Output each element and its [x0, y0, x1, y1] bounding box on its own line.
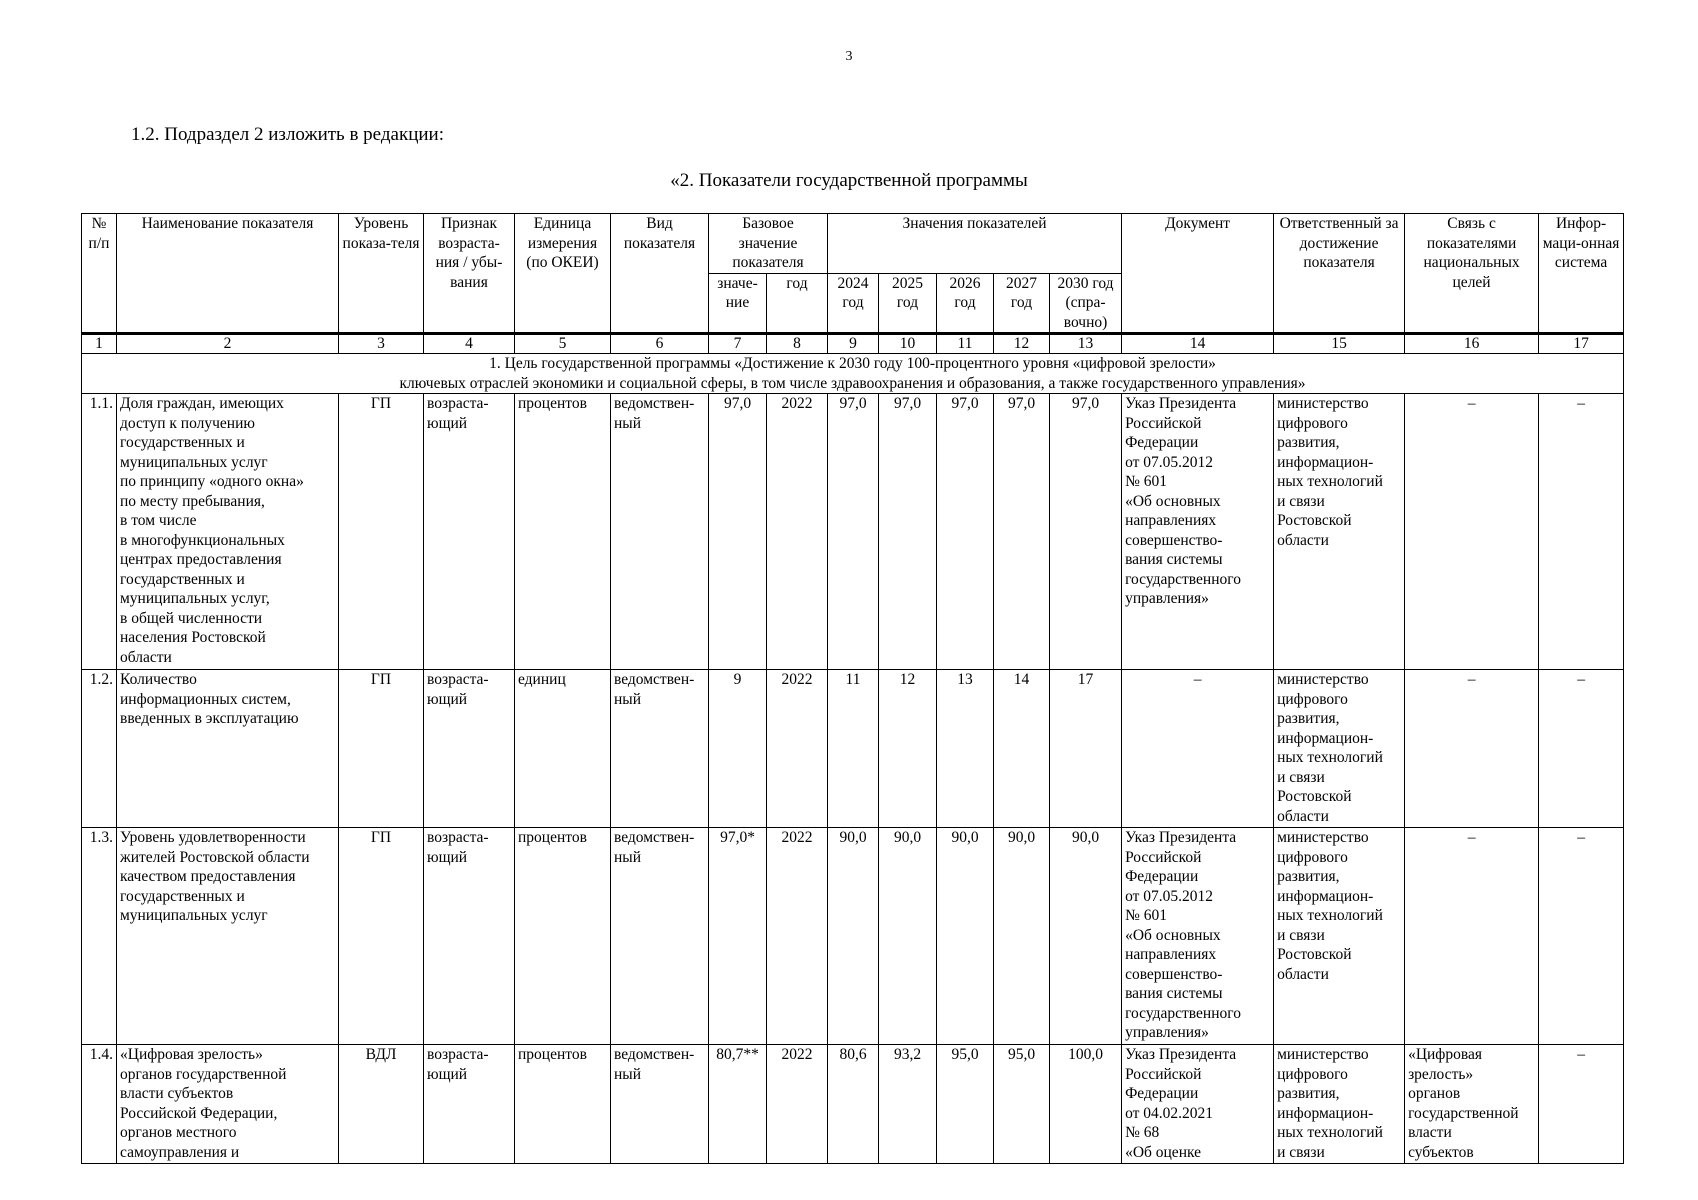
column-number: 16	[1405, 334, 1539, 354]
indicator-level: ГП	[339, 828, 424, 1045]
header-base-value: значе-ние	[709, 273, 767, 334]
indicator-level: ГП	[339, 394, 424, 670]
value-2026: 13	[937, 670, 994, 828]
column-number: 12	[994, 334, 1050, 354]
indicator-name: «Цифровая зрелость» органов государственной власти субъектов Российской Федерации, органов местного самоуправления и	[117, 1045, 339, 1164]
indicator-unit: единиц	[515, 670, 611, 828]
row-number: 1.1.	[82, 394, 117, 670]
value-2030: 90,0	[1050, 828, 1122, 1045]
value-2025: 93,2	[879, 1045, 937, 1164]
base-value: 80,7**	[709, 1045, 767, 1164]
value-2024: 90,0	[828, 828, 879, 1045]
base-value: 97,0*	[709, 828, 767, 1045]
page-number: 3	[845, 49, 853, 64]
indicator-info: –	[1539, 670, 1624, 828]
indicator-level: ВДЛ	[339, 1045, 424, 1164]
value-2026: 97,0	[937, 394, 994, 670]
indicator-link: –	[1405, 394, 1539, 670]
column-number: 8	[767, 334, 828, 354]
header-responsible: Ответственный за достижение показателя	[1274, 214, 1405, 334]
indicator-info: –	[1539, 828, 1624, 1045]
value-2026: 90,0	[937, 828, 994, 1045]
table-row	[82, 1045, 1624, 1164]
header-sign: Признак возраста-ния / убы-вания	[424, 214, 515, 334]
table-row	[82, 670, 1624, 828]
indicator-responsible: министерство цифрового развития, информацион- ных технологий и связи Ростовской области	[1274, 828, 1405, 1045]
indicator-info: –	[1539, 394, 1624, 670]
value-2025: 12	[879, 670, 937, 828]
intro-text: 1.2. Подраздел 2 изложить в редакции:	[131, 124, 444, 145]
value-2027: 14	[994, 670, 1050, 828]
indicators-table	[81, 213, 1624, 1164]
base-year: 2022	[767, 670, 828, 828]
column-number: 10	[879, 334, 937, 354]
header-2027: 2027 год	[994, 273, 1050, 334]
indicator-link: «Цифровая зрелость» органов государственной власти субъектов	[1405, 1045, 1539, 1164]
indicator-kind: ведомствен- ный	[611, 1045, 709, 1164]
column-number: 1	[82, 334, 117, 354]
header-info: Инфор-маци-онная система	[1539, 214, 1624, 334]
row-number: 1.4.	[82, 1045, 117, 1164]
base-year: 2022	[767, 1045, 828, 1164]
indicator-level: ГП	[339, 670, 424, 828]
value-2024: 80,6	[828, 1045, 879, 1164]
indicator-sign: возраста- ющий	[424, 828, 515, 1045]
table-title: «2. Показатели государственной программы	[670, 170, 1028, 191]
indicator-document: –	[1122, 670, 1274, 828]
indicator-sign: возраста- ющий	[424, 1045, 515, 1164]
column-number: 6	[611, 334, 709, 354]
value-2027: 90,0	[994, 828, 1050, 1045]
column-number: 7	[709, 334, 767, 354]
indicator-sign: возраста- ющий	[424, 394, 515, 670]
indicator-responsible: министерство цифрового развития, информацион- ных технологий и связи Ростовской области	[1274, 670, 1405, 828]
value-2025: 97,0	[879, 394, 937, 670]
indicator-name: Количество информационных систем, введенных в эксплуатацию	[117, 670, 339, 828]
value-2027: 95,0	[994, 1045, 1050, 1164]
base-value: 9	[709, 670, 767, 828]
header-name: Наименование показателя	[117, 214, 339, 334]
header-values: Значения показателей	[828, 214, 1122, 274]
indicator-unit: процентов	[515, 828, 611, 1045]
goal-text: 1. Цель государственной программы «Достижение к 2030 году 100-процентного уровня «цифровой зрелости» ключевых отраслей экономики и социальной сферы, в том числе здравоохранения и образования, а также государственного управления»	[82, 354, 1624, 394]
value-2024: 97,0	[828, 394, 879, 670]
value-2027: 97,0	[994, 394, 1050, 670]
column-number: 11	[937, 334, 994, 354]
header-2030: 2030 год (спра-вочно)	[1050, 273, 1122, 334]
column-number: 5	[515, 334, 611, 354]
table-row	[82, 828, 1624, 1045]
indicator-link: –	[1405, 828, 1539, 1045]
row-number: 1.2.	[82, 670, 117, 828]
header-kind: Вид показателя	[611, 214, 709, 334]
header-row-1	[82, 214, 1624, 274]
header-link: Связь с показателями национальных целей	[1405, 214, 1539, 334]
indicator-sign: возраста- ющий	[424, 670, 515, 828]
indicator-kind: ведомствен- ный	[611, 670, 709, 828]
header-2026: 2026 год	[937, 273, 994, 334]
column-number: 4	[424, 334, 515, 354]
indicator-document: Указ Президента Российской Федерации от 07.05.2012 № 601 «Об основных направлениях совершенство- вания системы государственного управления»	[1122, 394, 1274, 670]
indicator-name: Доля граждан, имеющих доступ к получению государственных и муниципальных услуг по принципу «одного окна» по месту пребывания, в том числе в многофункциональных центрах предоставления государственных и муниципальных услуг, в общей численности населения Ростовской области	[117, 394, 339, 670]
indicator-name: Уровень удовлетворенности жителей Ростовской области качеством предоставления государственных и муниципальных услуг	[117, 828, 339, 1045]
value-2030: 100,0	[1050, 1045, 1122, 1164]
indicator-responsible: министерство цифрового развития, информацион- ных технологий и связи	[1274, 1045, 1405, 1164]
value-2030: 17	[1050, 670, 1122, 828]
goal-row	[82, 354, 1624, 394]
indicator-kind: ведомствен- ный	[611, 394, 709, 670]
column-number: 15	[1274, 334, 1405, 354]
table-row	[82, 394, 1624, 670]
column-number: 14	[1122, 334, 1274, 354]
header-num: № п/п	[82, 214, 117, 334]
indicator-unit: процентов	[515, 394, 611, 670]
header-2025: 2025 год	[879, 273, 937, 334]
indicator-link: –	[1405, 670, 1539, 828]
indicator-kind: ведомствен- ный	[611, 828, 709, 1045]
value-2025: 90,0	[879, 828, 937, 1045]
header-base: Базовое значение показателя	[709, 214, 828, 274]
value-2024: 11	[828, 670, 879, 828]
value-2026: 95,0	[937, 1045, 994, 1164]
column-number: 3	[339, 334, 424, 354]
value-2030: 97,0	[1050, 394, 1122, 670]
header-base-year: год	[767, 273, 828, 334]
header-document: Документ	[1122, 214, 1274, 334]
column-number-row	[82, 334, 1624, 354]
indicator-document: Указ Президента Российской Федерации от 04.02.2021 № 68 «Об оценке	[1122, 1045, 1274, 1164]
base-year: 2022	[767, 828, 828, 1045]
header-unit: Единица измерения (по ОКЕИ)	[515, 214, 611, 334]
row-number: 1.3.	[82, 828, 117, 1045]
base-year: 2022	[767, 394, 828, 670]
base-value: 97,0	[709, 394, 767, 670]
indicator-responsible: министерство цифрового развития, информацион- ных технологий и связи Ростовской области	[1274, 394, 1405, 670]
indicator-document: Указ Президента Российской Федерации от 07.05.2012 № 601 «Об основных направлениях совершенство- вания системы государственного управления»	[1122, 828, 1274, 1045]
indicator-info: –	[1539, 1045, 1624, 1164]
column-number: 13	[1050, 334, 1122, 354]
column-number: 9	[828, 334, 879, 354]
column-number: 17	[1539, 334, 1624, 354]
column-number: 2	[117, 334, 339, 354]
header-2024: 2024 год	[828, 273, 879, 334]
header-level: Уровень показа-теля	[339, 214, 424, 334]
indicator-unit: процентов	[515, 1045, 611, 1164]
